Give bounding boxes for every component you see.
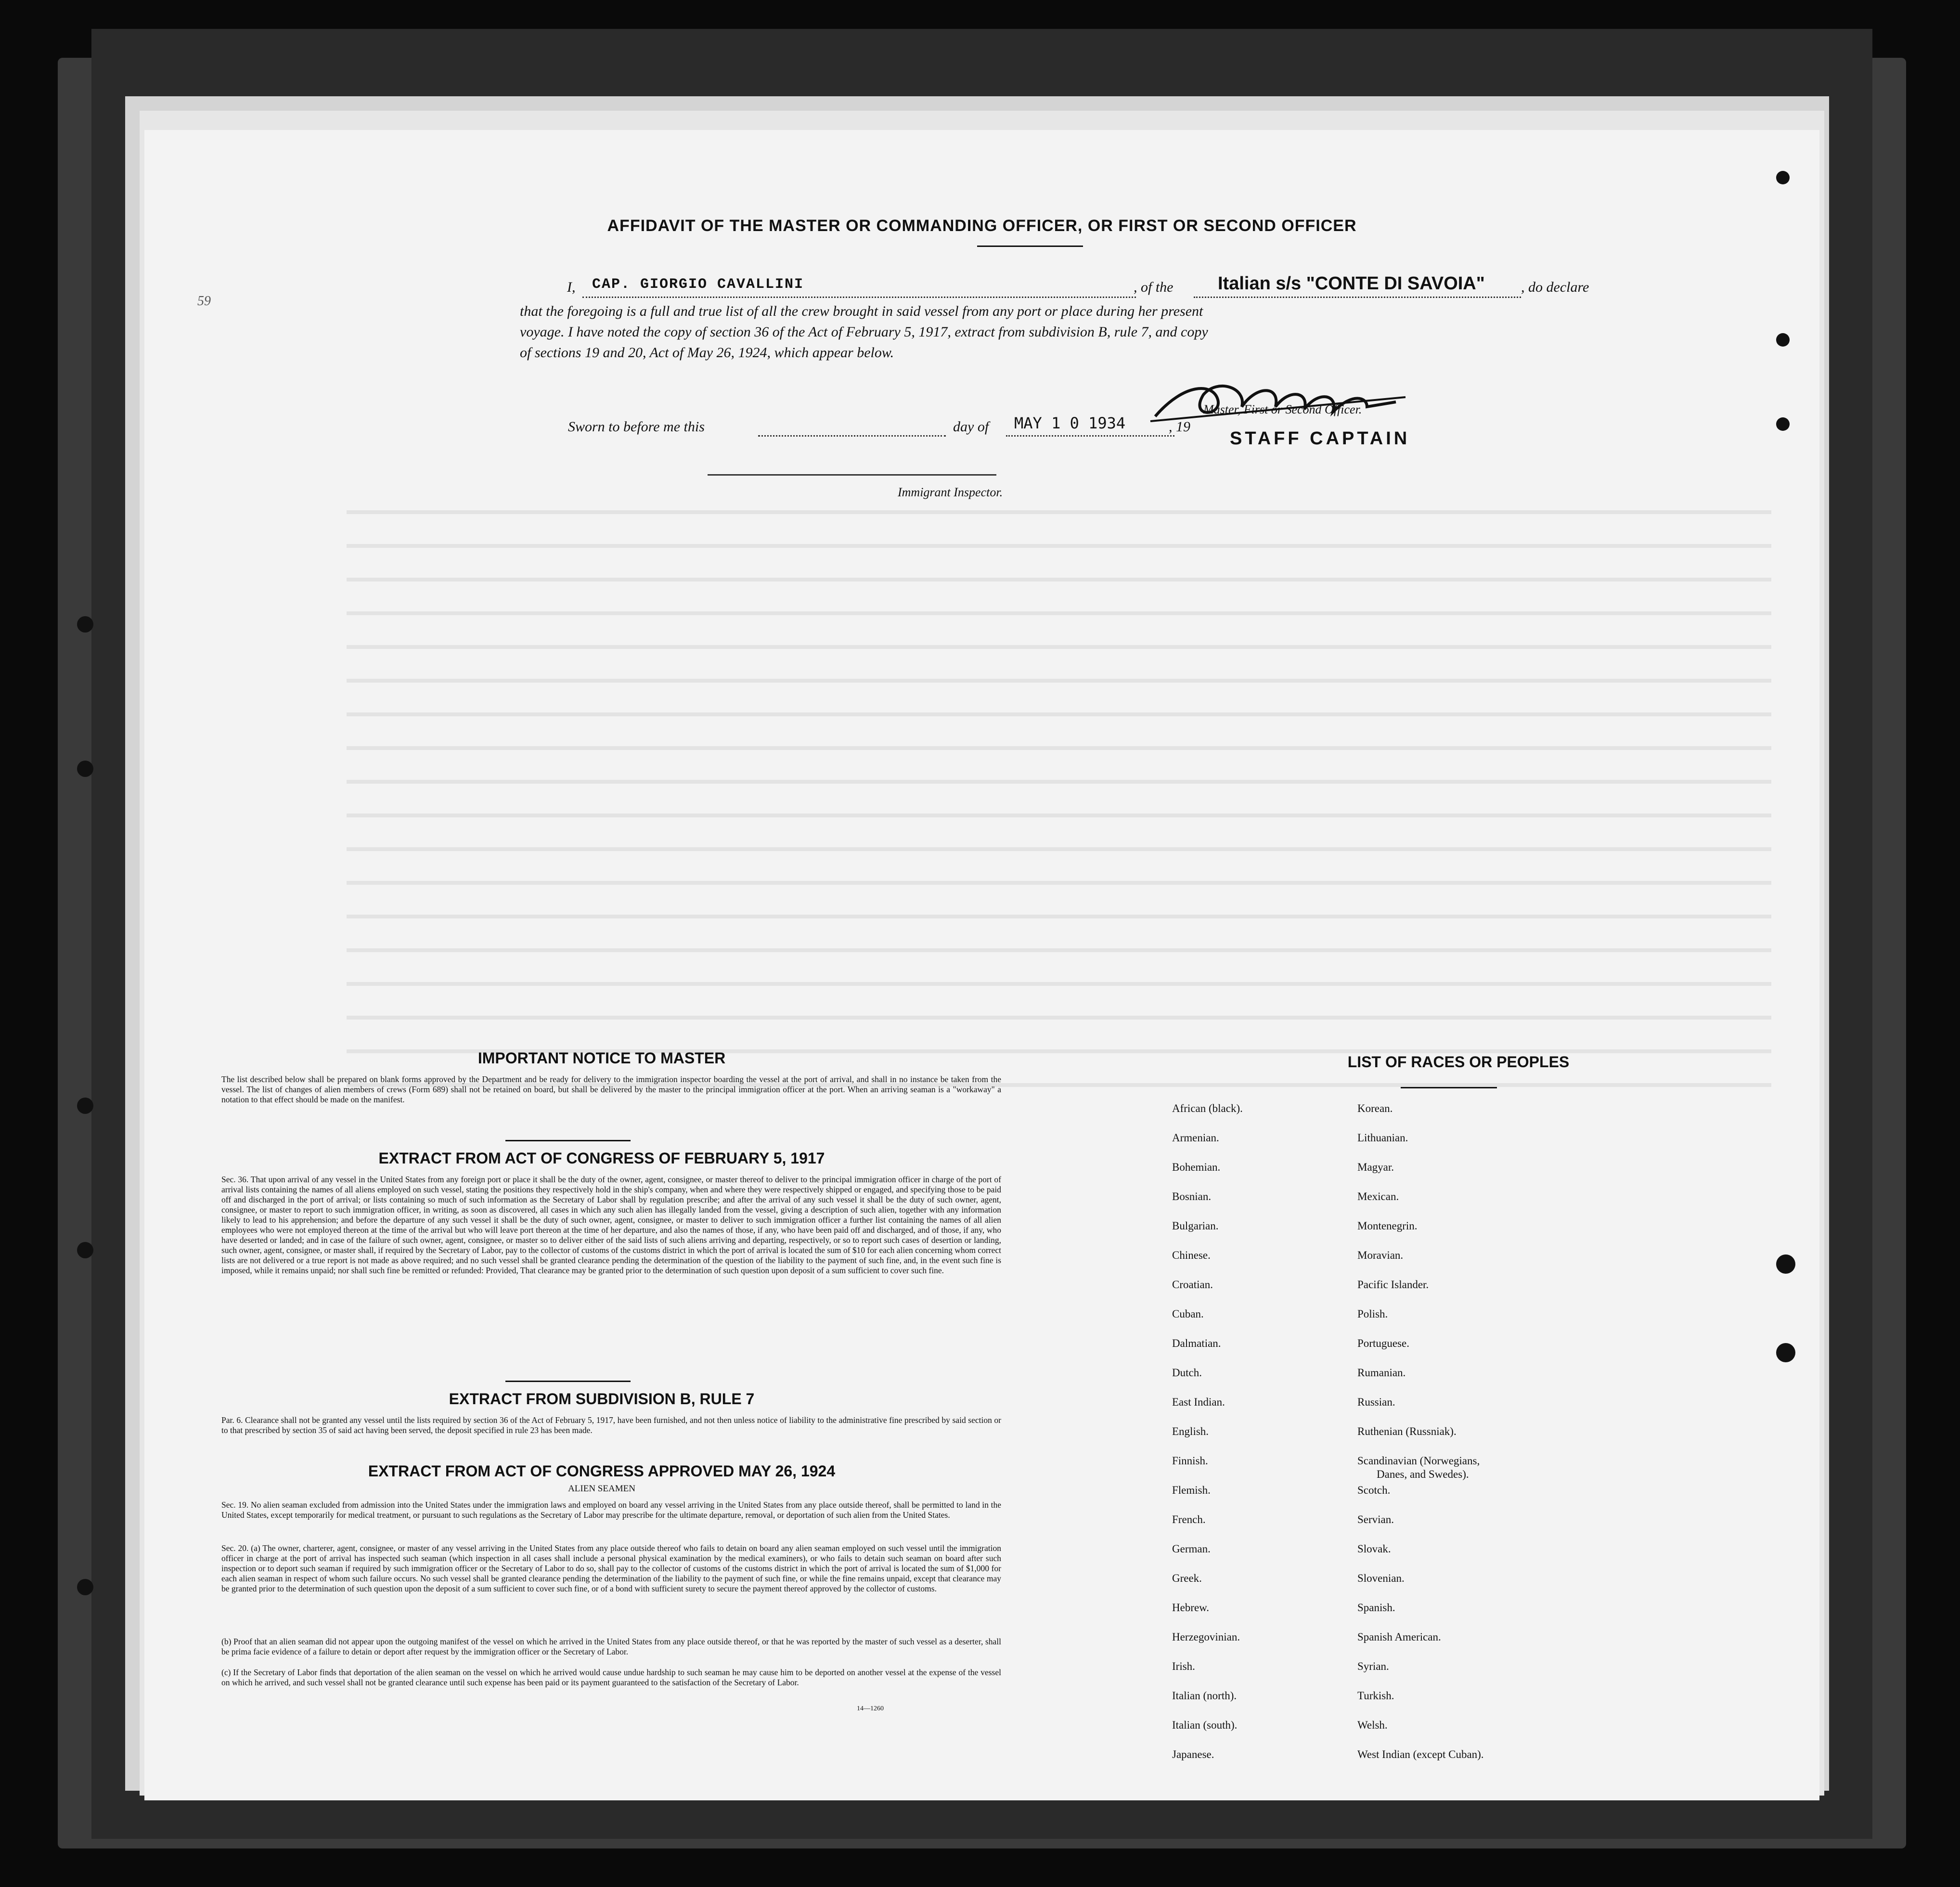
- i-label: I,: [567, 279, 576, 295]
- race-item: Hebrew.: [1172, 1602, 1210, 1614]
- race-item: Danes, and Swedes).: [1377, 1468, 1469, 1480]
- affidavit-line-3: voyage. I have noted the copy of section 36 of the Act of February 5, 1917, extract from subdivision B, rule 7, and copy: [520, 324, 1208, 340]
- race-item: Dalmatian.: [1172, 1337, 1221, 1349]
- race-item: Cuban.: [1172, 1308, 1204, 1320]
- race-item: French.: [1172, 1513, 1206, 1525]
- race-item: Greek.: [1172, 1572, 1202, 1584]
- officer-name-line: [582, 297, 1136, 298]
- race-item: Rumanian.: [1357, 1367, 1406, 1379]
- officer-title: STAFF CAPTAIN: [1230, 428, 1410, 449]
- binder-hole-icon: [77, 616, 93, 633]
- race-item: Turkish.: [1357, 1690, 1394, 1702]
- binder-hole-icon: [77, 1579, 93, 1595]
- race-item: West Indian (except Cuban).: [1357, 1748, 1484, 1760]
- vessel-line: [1194, 297, 1521, 298]
- race-item: Lithuanian.: [1357, 1132, 1408, 1144]
- race-item: Bosnian.: [1172, 1190, 1212, 1202]
- race-item: Slovenian.: [1357, 1572, 1405, 1584]
- race-item: Bulgarian.: [1172, 1220, 1219, 1232]
- affidavit-title: AFFIDAVIT OF THE MASTER OR COMMANDING OFFICER, OR FIRST OR SECOND OFFICER: [607, 217, 1357, 235]
- race-item: Spanish American.: [1357, 1631, 1441, 1643]
- race-item: Italian (south).: [1172, 1719, 1238, 1731]
- race-item: Spanish.: [1357, 1602, 1395, 1614]
- race-item: Korean.: [1357, 1102, 1393, 1114]
- binder-hole-icon: [77, 1098, 93, 1114]
- race-item: Pacific Islander.: [1357, 1279, 1429, 1291]
- date-stamp: MAY 1 0 1934: [1014, 414, 1126, 432]
- vessel-name: Italian s/s "CONTE DI SAVOIA": [1218, 273, 1485, 294]
- race-item: Russian.: [1357, 1396, 1395, 1408]
- race-item: German.: [1172, 1543, 1211, 1555]
- race-item: Welsh.: [1357, 1719, 1388, 1731]
- inspector-caption: Immigrant Inspector.: [898, 485, 1003, 499]
- extract-1917-rule: [505, 1381, 631, 1382]
- sworn-label: Sworn to before me this: [568, 419, 705, 435]
- race-item: Herzegovinian.: [1172, 1631, 1240, 1643]
- extract-rule7-title: EXTRACT FROM SUBDIVISION B, RULE 7: [449, 1390, 755, 1408]
- form-number: 14—1260: [857, 1705, 884, 1712]
- sec-20b-body: (b) Proof that an alien seaman did not appear upon the outgoing manifest of the vessel on which he arrived in the United States from any place outside thereof, or that he was reported by the master of such vessel as a deserter, shall be prima facie evidence of a failure to detain or deport after request by the immigration officer or the Secretary of Labor.: [221, 1637, 1001, 1656]
- race-item: Italian (north).: [1172, 1690, 1237, 1702]
- race-item: Slovak.: [1357, 1543, 1391, 1555]
- race-item: Croatian.: [1172, 1279, 1213, 1291]
- sworn-month-line: [1006, 435, 1174, 437]
- race-item: Flemish.: [1172, 1484, 1211, 1496]
- binder-hole-icon: [77, 761, 93, 777]
- race-item: Servian.: [1357, 1513, 1394, 1525]
- page-hole-icon: [1776, 171, 1790, 184]
- officer-name: CAP. GIORGIO CAVALLINI: [592, 276, 804, 293]
- race-item: Magyar.: [1357, 1161, 1394, 1173]
- margin-mark: 59: [197, 294, 211, 309]
- race-item: Scotch.: [1357, 1484, 1391, 1496]
- races-rule: [1401, 1087, 1497, 1088]
- binder-hole-icon: [77, 1242, 93, 1258]
- race-item: Polish.: [1357, 1308, 1388, 1320]
- page-hole-icon: [1776, 1343, 1795, 1362]
- race-item: Bohemian.: [1172, 1161, 1221, 1173]
- race-item: Scandinavian (Norwegians,: [1357, 1455, 1480, 1467]
- page-hole-icon: [1776, 417, 1790, 431]
- race-item: Japanese.: [1172, 1748, 1214, 1760]
- signature-caption: Master, First or Second Officer.: [1203, 402, 1362, 416]
- race-item: East Indian.: [1172, 1396, 1225, 1408]
- page-hole-icon: [1776, 333, 1790, 347]
- extract-rule7-body: Par. 6. Clearance shall not be granted any vessel until the lists required by section 36 of the Act of February 5, 1917, have been furnished, and not then unless notice of liability to the administrative fine prescribed by said section or to that prescribed by section 35 of said act having been served, the deposit specified in rule 23 has been made.: [221, 1415, 1001, 1435]
- year-label: , 19: [1169, 419, 1190, 435]
- notice-rule: [505, 1140, 631, 1141]
- race-item: Portuguese.: [1357, 1337, 1409, 1349]
- affidavit-page: [144, 130, 1819, 1800]
- inspector-line: [708, 474, 996, 476]
- race-item: Dutch.: [1172, 1367, 1202, 1379]
- race-item: Irish.: [1172, 1660, 1195, 1672]
- sec-20c-body: (c) If the Secretary of Labor finds that deportation of the alien seaman on the vessel on which he arrived would cause undue hardship to such seaman he may cause him to be deported on another vessel at the expense of the vessel on which he arrived, and such vessel shall not be granted clearance until such expense has been paid or its payment guaranteed to the satisfaction of the Secretary of Labor.: [221, 1667, 1001, 1687]
- race-item: Montenegrin.: [1357, 1220, 1418, 1232]
- affidavit-line-4: of sections 19 and 20, Act of May 26, 1924, which appear below.: [520, 345, 894, 361]
- sec-19-body: Sec. 19. No alien seaman excluded from admission into the United States under the immigration laws and employed on board any vessel arriving in the United States from any place outside thereof, shall be permitted to land in the United States, except temporarily for medical treatment, or pursuant to such regulations as the Secretary of Labor may prescribe for the ultimate departure, removal, or deportation of such alien from the United States.: [221, 1500, 1001, 1520]
- race-item: Moravian.: [1357, 1249, 1404, 1261]
- affidavit-line-2: that the foregoing is a full and true list of all the crew brought in said vessel from any port or place during her present: [520, 303, 1203, 319]
- do-declare-label: , do declare: [1521, 279, 1589, 295]
- race-item: Armenian.: [1172, 1132, 1219, 1144]
- race-item: Syrian.: [1357, 1660, 1389, 1672]
- race-item: Chinese.: [1172, 1249, 1211, 1261]
- race-item: Ruthenian (Russniak).: [1357, 1425, 1457, 1437]
- day-of-label: day of: [953, 419, 989, 435]
- notice-body: The list described below shall be prepared on blank forms approved by the Department and be ready for delivery to the immigration inspector boarding the vessel at the port of arrival, and shall in no instance be taken from the vessel. The list of changes of alien members of crews (Form 689) shall not be retained on board, but shall be delivered by the master to the principal immigration officer at the port. When an arriving seaman is a "workaway" a notation to that effect should be made on the manifest.: [221, 1074, 1001, 1104]
- of-the-label: , of the: [1134, 279, 1173, 295]
- alien-seamen-subtitle: ALIEN SEAMEN: [568, 1484, 635, 1494]
- race-item: African (black).: [1172, 1102, 1243, 1114]
- sec-20a-body: Sec. 20. (a) The owner, charterer, agent, consignee, or master of any vessel arriving in the United States from any place outside thereof who fails to detain on board any alien seaman employed on such vessel until the immigration officer in charge at the port of arrival has inspected such seaman (which inspection in all cases shall include a personal physical examination by the medical examiners), or who fails to detain such seaman on board after such inspection or to deport such seaman if required by such immigration officer or the Secretary of Labor to do so, shall pay to the collector of customs of the customs district in which the port of arrival is located the sum of $1,000 for each alien seaman in respect of whom such failure occurs. No such vessel shall be granted clearance pending the determination of the liability to the payment of such fine, or while the fine remains unpaid, except that clearance may be granted prior to the determination of such question upon the deposit of a sum sufficient to cover such fine, or of a bond with sufficient surety to secure the payment thereof approved by the collector of customs.: [221, 1543, 1001, 1593]
- notice-title: IMPORTANT NOTICE TO MASTER: [477, 1049, 726, 1067]
- race-item: Finnish.: [1172, 1455, 1208, 1467]
- race-item: English.: [1172, 1425, 1209, 1437]
- races-title: LIST OF RACES OR PEOPLES: [1347, 1053, 1570, 1071]
- title-rule: [977, 246, 1083, 247]
- extract-1924-title: EXTRACT FROM ACT OF CONGRESS APPROVED MAY 26, 1924: [368, 1462, 836, 1480]
- extract-1917-title: EXTRACT FROM ACT OF CONGRESS OF FEBRUARY 5, 1917: [378, 1150, 825, 1167]
- sworn-day-line: [758, 435, 946, 437]
- page-hole-icon: [1776, 1254, 1795, 1274]
- race-item: Mexican.: [1357, 1190, 1399, 1202]
- extract-1917-body: Sec. 36. That upon arrival of any vessel in the United States from any foreign port or place it shall be the duty of the owner, agent, consignee, or master thereof to deliver to the principal immigration officer in charge of the port of arrival lists containing the names of all aliens employed on such vessel, stating the positions they respectively hold in the ship's company, when and where they were respectively shipped or engaged, and specifying those to be paid off and discharged in the port of arrival; or lists containing so much of such information as the Secretary of Labor shall by regulation prescribe; and after the arrival of any such vessel it shall be the duty of such owner, agent, consignee, or master to report to such immigration officer, in writing, as soon as discovered, all cases in which any such alien has illegally landed from the vessel, giving a description of such alien, together with any information likely to lead to his apprehension; and before the departure of any such vessel it shall be the duty of such owner, agent, consignee, or master to deliver to such immigration officer a further list containing the names of all alien employees who were not employed thereon at the time of the arrival but who will leave port thereon at the time of her departure, and also the names of those, if any, who have been paid off and discharged, and of those, if any, who have deserted or landed; and in case of the failure of such owner, agent, consignee, or master so to deliver either of the said lists of such aliens arriving and departing, respectively, or so to report such cases of desertion or landing, such owner, agent, consignee, or master shall, if required by the Secretary of Labor, pay to the collector of customs of the customs district in which the port of arrival is located the sum of $10 for each alien concerning whom correct lists are not delivered or a true report is not made as above required; and no such vessel shall be granted clearance pending the determination of the question of the liability to the payment of such fine, and, in the event such fine is imposed, while it remains unpaid; nor shall such fine be remitted or refunded: Provided, That clearance may be granted prior to the determination of such question upon deposit of a sum sufficient to cover such fine.: [221, 1175, 1001, 1275]
